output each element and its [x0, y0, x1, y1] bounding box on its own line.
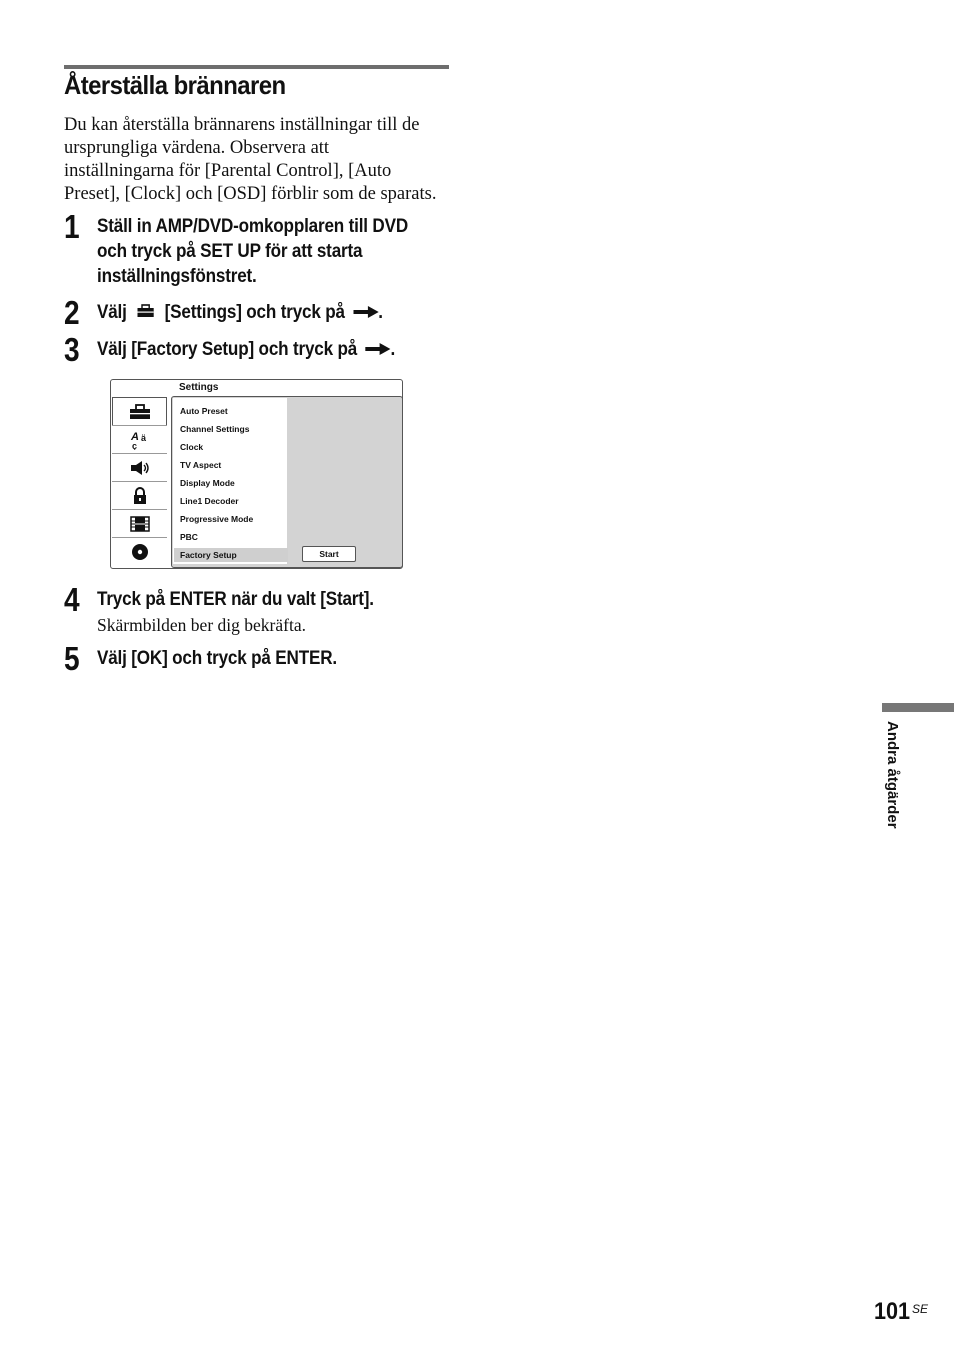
settings-icon-column — [112, 397, 168, 565]
disc-icon[interactable] — [112, 537, 167, 565]
step-line: inställningsfönstret. — [97, 266, 257, 287]
intro-line: Preset], [Clock] och [OSD] förblir som de sparats. — [64, 184, 437, 204]
film-icon[interactable] — [112, 509, 167, 537]
step-text — [97, 587, 475, 612]
step-text-main: Välj [Factory Setup] och tryck på — [97, 339, 358, 360]
step-number: 5 — [64, 640, 80, 677]
lock-icon[interactable] — [112, 481, 167, 509]
menu-item-progressive-mode[interactable]: Progressive Mode — [180, 514, 254, 524]
step-line: Ställ in AMP/DVD-omkopplaren till DVD — [97, 216, 408, 237]
step-number: 2 — [64, 294, 80, 331]
toolbox-icon — [137, 300, 155, 325]
heading-rule — [64, 65, 449, 69]
step-subtext: Skärmbilden ber dig bekräfta. — [97, 615, 306, 635]
menu-item-pbc[interactable]: PBC — [180, 532, 198, 542]
step-number: 4 — [64, 581, 80, 618]
menu-item-factory-setup[interactable]: Factory Setup — [174, 548, 288, 562]
start-button[interactable]: Start — [302, 546, 356, 562]
arrow-right-icon — [365, 337, 390, 362]
settings-item-list — [173, 398, 287, 564]
toolbox-icon[interactable] — [112, 397, 167, 426]
intro-paragraph — [64, 114, 454, 206]
step-text — [97, 214, 475, 289]
settings-screen — [110, 379, 403, 569]
step-number: 3 — [64, 331, 80, 368]
intro-line: ursprungliga värdena. Observera att — [64, 138, 330, 158]
side-tab-bar — [882, 703, 954, 712]
page-title: Återställa brännaren — [64, 70, 286, 100]
step-line: och tryck på SET UP för att starta — [97, 241, 363, 262]
intro-line: Du kan återställa brännarens inställningar till de — [64, 115, 420, 135]
step-line: Välj [OK] och tryck på ENTER. — [97, 648, 337, 669]
settings-title: Settings — [179, 382, 219, 393]
menu-item-tv-aspect[interactable]: TV Aspect — [180, 460, 222, 470]
step-text-after: [Settings] och tryck på — [164, 302, 345, 323]
step-end: . — [390, 339, 396, 360]
svg-text:ä: ä — [140, 432, 146, 443]
step-number: 1 — [64, 208, 80, 245]
step-text-before: Välj — [97, 302, 127, 323]
language-icon[interactable] — [112, 425, 167, 453]
step-text — [97, 646, 475, 671]
page-suffix: SE — [912, 1302, 929, 1316]
speaker-icon[interactable] — [112, 453, 167, 481]
menu-item-display-mode[interactable]: Display Mode — [180, 478, 235, 488]
svg-text:A: A — [130, 430, 139, 443]
menu-item-clock[interactable]: Clock — [180, 442, 204, 452]
arrow-right-icon — [353, 300, 378, 325]
side-tab-label: Andra åtgärder — [884, 721, 901, 829]
menu-item-channel-settings[interactable]: Channel Settings — [180, 424, 250, 434]
step-text — [97, 300, 475, 325]
page-number: 101 — [874, 1298, 911, 1325]
step-text — [97, 337, 475, 362]
intro-line: inställningarna för [Parental Control], [Auto — [64, 161, 392, 181]
step-line: Tryck på ENTER när du valt [Start]. — [97, 589, 374, 610]
svg-text:ç: ç — [131, 440, 137, 450]
settings-menu — [171, 396, 403, 568]
menu-item-auto-preset[interactable]: Auto Preset — [180, 406, 228, 416]
menu-item-line1-decoder[interactable]: Line1 Decoder — [180, 496, 239, 506]
step-end: . — [378, 302, 383, 323]
